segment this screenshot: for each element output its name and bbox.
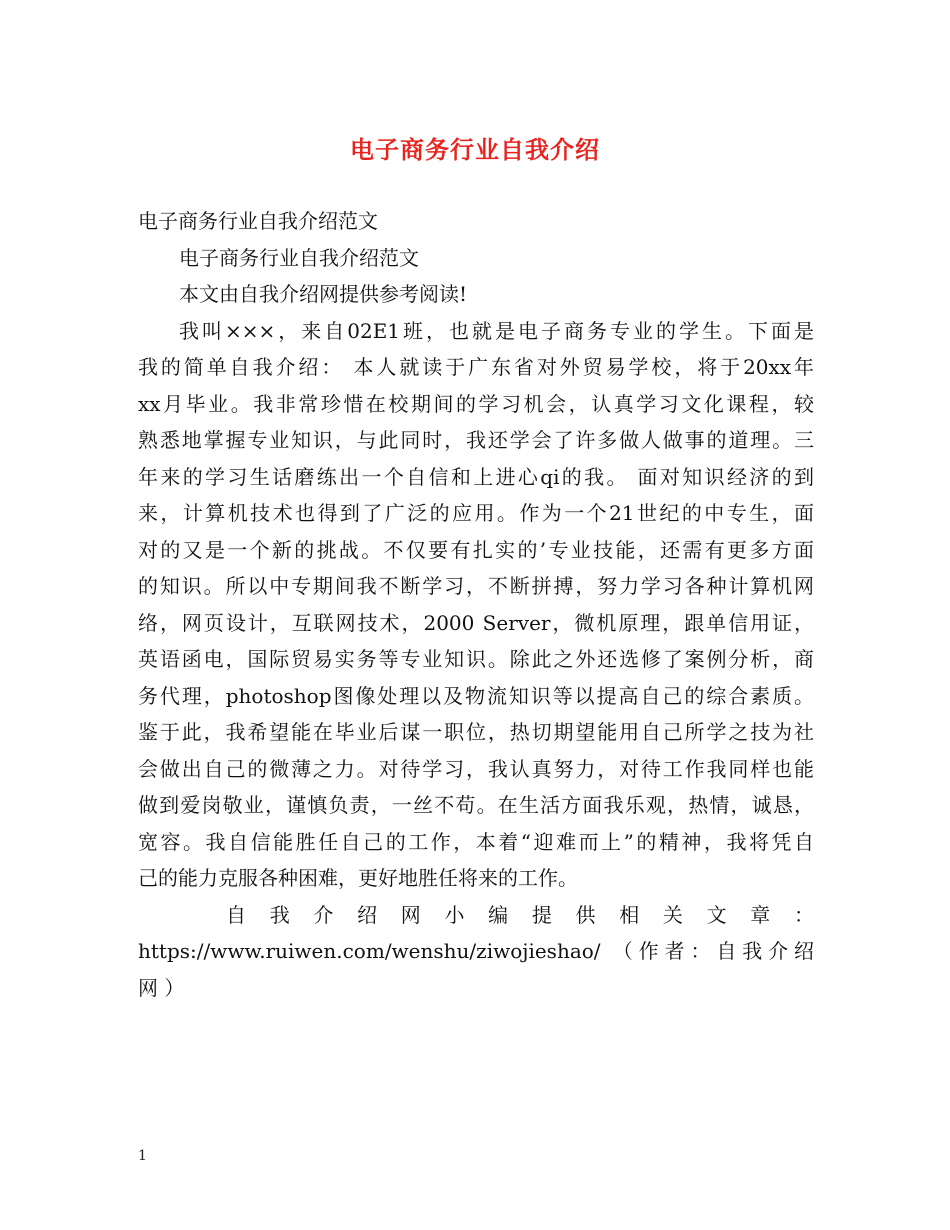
body-line: 宽容。我自信能胜任自己的工作，本着“迎难而上”的精神，我将凭自: [138, 829, 814, 854]
related-char: ：: [793, 902, 814, 927]
body-line: 己的能力克服各种困难，更好地胜任将来的工作。: [138, 866, 578, 890]
paragraph-heading: 电子商务行业自我介绍范文: [138, 209, 378, 233]
related-url-line: https://www.ruiwen.com/wenshu/ziwojieshao/ （作者：自我介绍: [138, 939, 814, 963]
related-char: 绍: [357, 902, 378, 927]
body-line: 对的又是一个新的挑战。不仅要有扎实的’专业技能，还需有更多方面: [138, 537, 814, 562]
body-line: 我的简单自我介绍： 本人就读于广东省对外贸易学校，将于20xx年: [138, 355, 814, 379]
related-char: 自: [226, 902, 246, 927]
related-char: 我: [269, 902, 290, 927]
related-articles-label: [138, 897, 814, 934]
document-body: [138, 203, 814, 1006]
related-char: 小: [444, 902, 465, 927]
related-char: 介: [313, 902, 334, 927]
body-line: 做到爱岗敬业，谨慎负责，一丝不苟。在生活方面我乐观，热情，诚恳，: [138, 793, 814, 817]
related-char: 关: [662, 902, 683, 927]
related-char: 提: [531, 902, 552, 927]
body-line: 鉴于此，我希望能在毕业后谋一职位，热切期望能用自己所学之技为社: [138, 720, 814, 744]
body-line: 英语函电，国际贸易实务等专业知识。除此之外还选修了案例分析，商: [138, 647, 814, 671]
page-number: 1: [138, 1148, 147, 1164]
related-char: 章: [750, 902, 771, 927]
body-line: 络，网页设计，互联网技术，2000 Server，微机原理，跟单信用证，: [138, 610, 814, 635]
body-line: 务代理，photoshop图像处理以及物流知识等以提高自己的综合素质。: [138, 683, 814, 708]
related-char: 文: [706, 902, 727, 927]
body-line: 我叫×××，来自02E1班，也就是电子商务专业的学生。下面是: [179, 318, 814, 343]
body-line: 会做出自己的微薄之力。对待学习，我认真努力，对待工作我同样也能: [138, 756, 814, 781]
paragraph-source-note: 本文由自我介绍网提供参考阅读!: [179, 282, 468, 306]
related-char: 编: [488, 902, 509, 927]
related-char: 供: [575, 902, 596, 927]
body-line: 的知识。所以中专期间我不断学习，不断拼搏，努力学习各种计算机网: [138, 574, 814, 598]
author-line: 网 ）: [138, 975, 185, 1000]
paragraph-subheading: 电子商务行业自我介绍范文: [179, 245, 419, 270]
body-line: xx月毕业。我非常珍惜在校期间的学习机会，认真学习文化课程，较: [138, 391, 814, 416]
body-line: 熟悉地掌握专业知识，与此同时，我还学会了许多做人做事的道理。三: [138, 428, 814, 452]
related-char: 相: [619, 902, 640, 927]
document-title: 电子商务行业自我介绍: [350, 135, 600, 164]
related-char: 网: [400, 902, 421, 927]
body-line: 来，计算机技术也得到了广泛的应用。作为一个21世纪的中专生，面: [138, 501, 814, 525]
body-line: 年来的学习生话磨练出一个自信和上进心qi的我。 面对知识经济的到: [138, 464, 814, 489]
